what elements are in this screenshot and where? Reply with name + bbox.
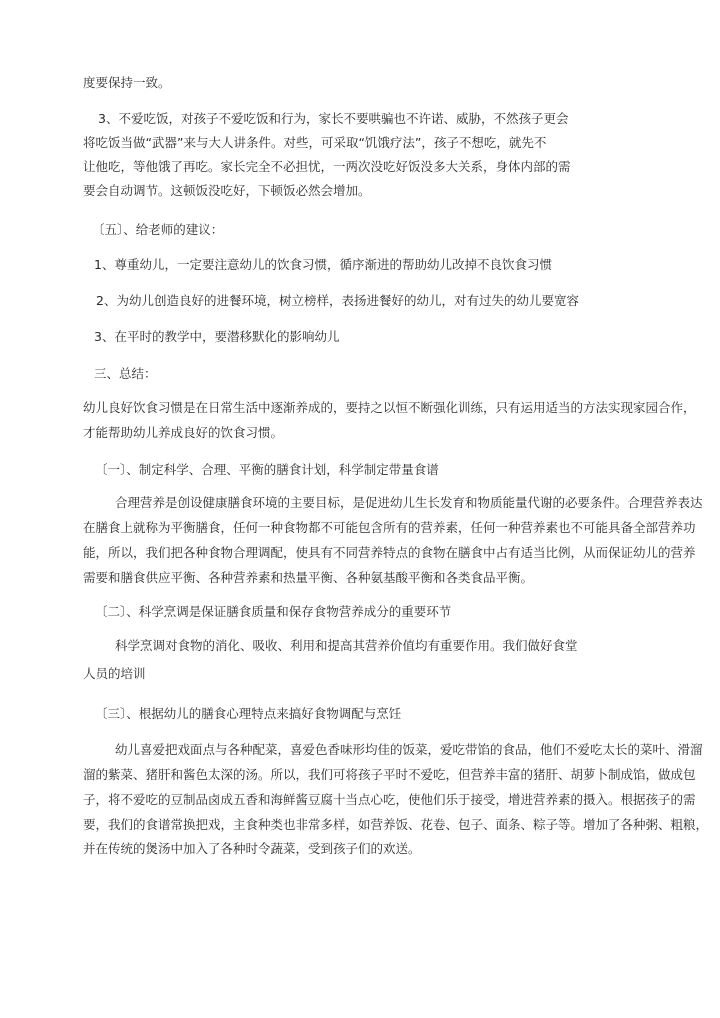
text-line: 人员的培训	[83, 666, 146, 681]
text-line: 需要和膳食供应平衡、各种营养素和热量平衡、各种氨基酸平衡和各类食品平衡。	[83, 570, 534, 585]
text-line: 子，将不爱吃的豆制品卤成五香和海鲜酱豆腐十当点心吃，使他们乐于接受，增进营养素的摄入。根据孩子的需	[83, 792, 696, 807]
text-line: 溜的紫菜、猪肝和酱色太深的汤。所以，我们可将孩子平时不爱吃，但营养丰富的猪肝、胡萝卜制成馅，做成包	[83, 767, 696, 782]
text-line: 要，我们的食谱常换把戏，主食种类也非常多样，如营养饭、花卷、包子、面条、粽子等。增加了各种粥、粗粮，	[83, 817, 709, 832]
subsection-heading-2: 〔二〕、科学烹调是保证膳食质量和保存食物营养成分的重要环节	[95, 604, 452, 619]
text-line: 合理营养是创设健康膳食环境的主要目标，是促进幼儿生长发育和物质能量代谢的必要条件。合理营养表达	[115, 495, 703, 510]
text-line: 将吃饭当做“武器”来与大人讲条件。对些，可采取“饥饿疗法”，孩子不想吃，就先不	[83, 135, 547, 150]
text-line: 能，所以，我们把各种食物合理调配，使具有不同营养特点的食物在膳食中占有适当比例，从而保证幼儿的营养	[83, 545, 696, 560]
subsection-heading-1: 〔一〕、制定科学、合理、平衡的膳食计划，科学制定带量食谱	[95, 462, 439, 477]
text-line: 幼儿良好饮食习惯是在日常生活中逐渐养成的，要持之以恒不断强化训练，只有运用适当的方法实现家园合作，	[83, 400, 696, 415]
text-line: 度要保持一致。	[83, 75, 171, 90]
text-line: 科学烹调对食物的消化、吸收、利用和提高其营养价值均有重要作用。我们做好食堂	[115, 638, 578, 653]
section-heading-5: 〔五〕、给老师的建议：	[92, 222, 224, 237]
suggestion-item-1: 1、尊重幼儿，一定要注意幼儿的饮食习惯，循序渐进的帮助幼儿改掉不良饮食习惯	[94, 257, 552, 272]
subsection-heading-3: 〔三〕、根据幼儿的膳食心理特点来搞好食物调配与烹饪	[95, 706, 402, 721]
text-line: 幼儿喜爱把戏面点与各种配菜，喜爱色香味形均佳的饭菜，爱吃带馅的食品，他们不爱吃太长的菜叶、滑溜	[115, 742, 703, 757]
text-line: 才能帮助幼儿养成良好的饮食习惯。	[83, 425, 284, 440]
text-line: 要会自动调节。这顿饭没吃好，下顿饭必然会增加。	[83, 183, 371, 198]
suggestion-item-3: 3、在平时的教学中，要潜移默化的影响幼儿	[94, 329, 340, 344]
summary-heading: 三、总结：	[94, 366, 157, 381]
text-line: 在膳食上就称为平衡膳食，任何一种食物都不可能包含所有的营养素，任何一种营养素也不可能具备全部营养功	[83, 520, 696, 535]
list-item-3-line: 3、不爱吃饭，对孩子不爱吃饭和行为，家长不要哄骗也不许诺、威胁，不然孩子更会	[98, 111, 569, 126]
text-line: 并在传统的煲汤中加入了各种时令蔬菜，受到孩子们的欢送。	[83, 841, 421, 856]
text-line: 让他吃，等他饿了再吃。家长完全不必担忧，一两次没吃好饭没多大关系，身体内部的需	[83, 159, 571, 174]
suggestion-item-2: 2、为幼儿创造良好的进餐环境，树立榜样，表扬进餐好的幼儿，对有过失的幼儿要宽容	[96, 293, 579, 308]
